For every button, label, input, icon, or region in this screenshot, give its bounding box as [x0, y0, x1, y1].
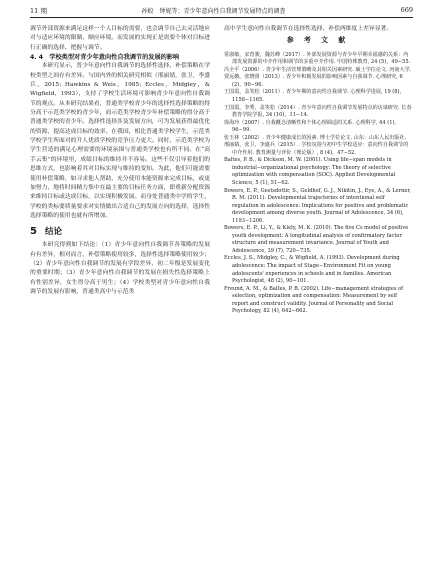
body-paragraph: 本研究显示，普少年意向性自我调节的选择性选择、补偿策略在学校类型之间存有差异。与国内外的相关研究相似（邢丽婧，张卫，李盛兵，2015；Hawkins & Weis，1985；Eccles，Midgley，& Wigfield，1993），支持了学校生活环境可影响青少年意向性自我调节的观点。从本研究结果看，普通类学校青少年的选择性选择策略的得分高于示范类学校的青少年，而示范类学校青少年补偿策略的得分高于普通类学校的青少年。选择性选择涉及发展方向，可为发展获得最优化的资源，提高达成目标的效率。在我国，相比普通类学校学生，示范类学校学生所面对的升人优质学校的竞争压力更大。同时，示范类学校为学生营造的满足心理需要的环境氛围与普通类学校也有所不同。在“高手云集”的环境里，成绩目标的维持并不容易。这些不仅引导着他们的思维方式，也影响着其对目标实现与维持的变知。为此，他们可能需要使用补偿策略，如寻求他人帮助，充分使用本能资源来完成目标，或更加努力，地将时间精力集中在最主要的目标任务方面，即重新分配资源来维持目标或达成目标，以实现积极发展。而身处普通类中学的学生，学校的类标要质量要求对实情做出合适自己的发展方向的选择，选择性选择策略的使用也就有所增加。 — [30, 63, 210, 219]
reference-item: Freund, A. M., & Baltes, P. B. (2002). Life−management strategies of selection, optimization and compensation: Measurement by self report and construct validity. Journal of Personality and Social Psychology, 82 (4), 642−662. — [224, 285, 404, 315]
reference-item: Eccles, J. S., Midgley, C., & Wigfield, A. (1993). Development during adolescence: The impact of Stage−Environment Fit on young adolescents' experiences in schools and in families. American Psychologist, 48 (2), 90−101. — [224, 255, 400, 285]
section-title: 结论 — [44, 227, 62, 238]
page-number: 669 — [400, 6, 413, 14]
references-heading: 参 考 文 献 — [286, 36, 350, 45]
subsection-heading: 4. 4 学校类型对青少年意向性自我调节的发展的影响 — [30, 54, 180, 62]
left-column — [30, 25, 210, 297]
conclusion-paragraph: 本研究得到如下结论：（1）青少年意向性自我调节各策略的发展有有差异，相对而言，补偿策略使用较多，选择性选择策略使用较少；（2）青少年意向性自我调节的发展有学段差异，初二年级是发展变化的重要时期；（3）青少年意向性自我调节的发展在损失性选择策略上有性别差异，女生得分高于男生；（4）学校类型对青少年意向性自我调节的发展有影响，普通类高中与示范类 — [30, 242, 210, 295]
running-title: 孙蛟 钟妮等：青少年意向性自我调节发展特点的调查 — [141, 8, 286, 15]
section-number: 5 — [30, 226, 37, 238]
reference-item: Bowers, E. P., Li, Y., & Kiely, M. K. (2010). The five Cs model of positive youth development: A longitudinal analysis of confirmatory factor structure and measurement invariance. Journal of Youth and Adolescence, 39 (7), 720−735. — [224, 225, 409, 254]
body-paragraph-continued: 高中学生意向性自我调节在选择性选择、补偿两维度上差异显著。 — [224, 26, 393, 32]
reference-item: 常淑敏，宋育骏，魏苏峰（2017）. 外部发展资源与青少年早期幸福感的关系：内部发展资源的中介作用和调节的多重中介作用. 中国特殊教育, 24 (5)，49−55. — [224, 51, 411, 66]
section-heading — [30, 225, 210, 239]
reference-list — [224, 52, 412, 316]
right-column — [224, 25, 412, 316]
issue-number: 11 期 — [30, 7, 47, 15]
reference-item: 冯全平（2006）. 青少年生活管理策略及其相关因素研究. 硕士学位论文. 河南大学. — [224, 66, 412, 73]
header-rule — [30, 17, 413, 18]
reference-item: 张玉林（2002）. 青少年健康成长的因素. 博士学位论文. 山东：山东人民出版社. — [224, 134, 407, 141]
page-header — [0, 0, 427, 20]
reference-item: 徐海玲（2007）. 自我概念清晰性和个体心理调适的关系. 心理科学, 44 (1)，96−99. — [224, 119, 400, 134]
body-paragraph-continued: 调节外部资源来满足这样一个人目标的需要，也会调节自己去灵活地应对与适应环境的限制、顺应环境。而发展的实现正是需要个体对目标进行正确的选择、把握与调节。 — [30, 26, 210, 51]
reference-item: Baltes, P. B., & Dickson, M. W. (2001). Using life−span models in industrial−organizational psychology: The theory of selective optimization with compensation (SOC). Applied Developmental Science, 5 (1), 51−62. — [224, 157, 396, 186]
reference-item: 王国霞，盖笑松（2011）. 青少年期的意向性自我调节. 心理科学进展, 19 (8)，1158−1165. — [224, 89, 405, 103]
reference-item: 邢丽婧，张卫，李盛兵（2015）. 学校氛围与初中生学校适应：意向性自我调节的中介作用. 教育测量与评价（理论版）, 8 (4)，47−52. — [224, 142, 409, 156]
reference-item: 王国霞，李秀，盖笑松（2014）. 青少年意向性自我调节发展特点的访谈研究. 长春教育学院学报, 34 (10)，11−14. — [224, 104, 412, 119]
reference-item: 贾远娥，张晓贤（2013）. 青少年积极发展的影响因素与自我调节. 心理研究, 6 (2)，90−96. — [224, 74, 403, 88]
reference-item: Bowers, E. P., Gestsdottir, S., Geldhof, G. J., Nikitin, J., Eye, A., & Lerner, R. M. (2011). Developmental trajectories of intentional self regulation in adolescence: Implications for positive and problematic development among diverse youth. Journal of Adolescence, 34 (6), 1193−1206. — [224, 187, 411, 224]
